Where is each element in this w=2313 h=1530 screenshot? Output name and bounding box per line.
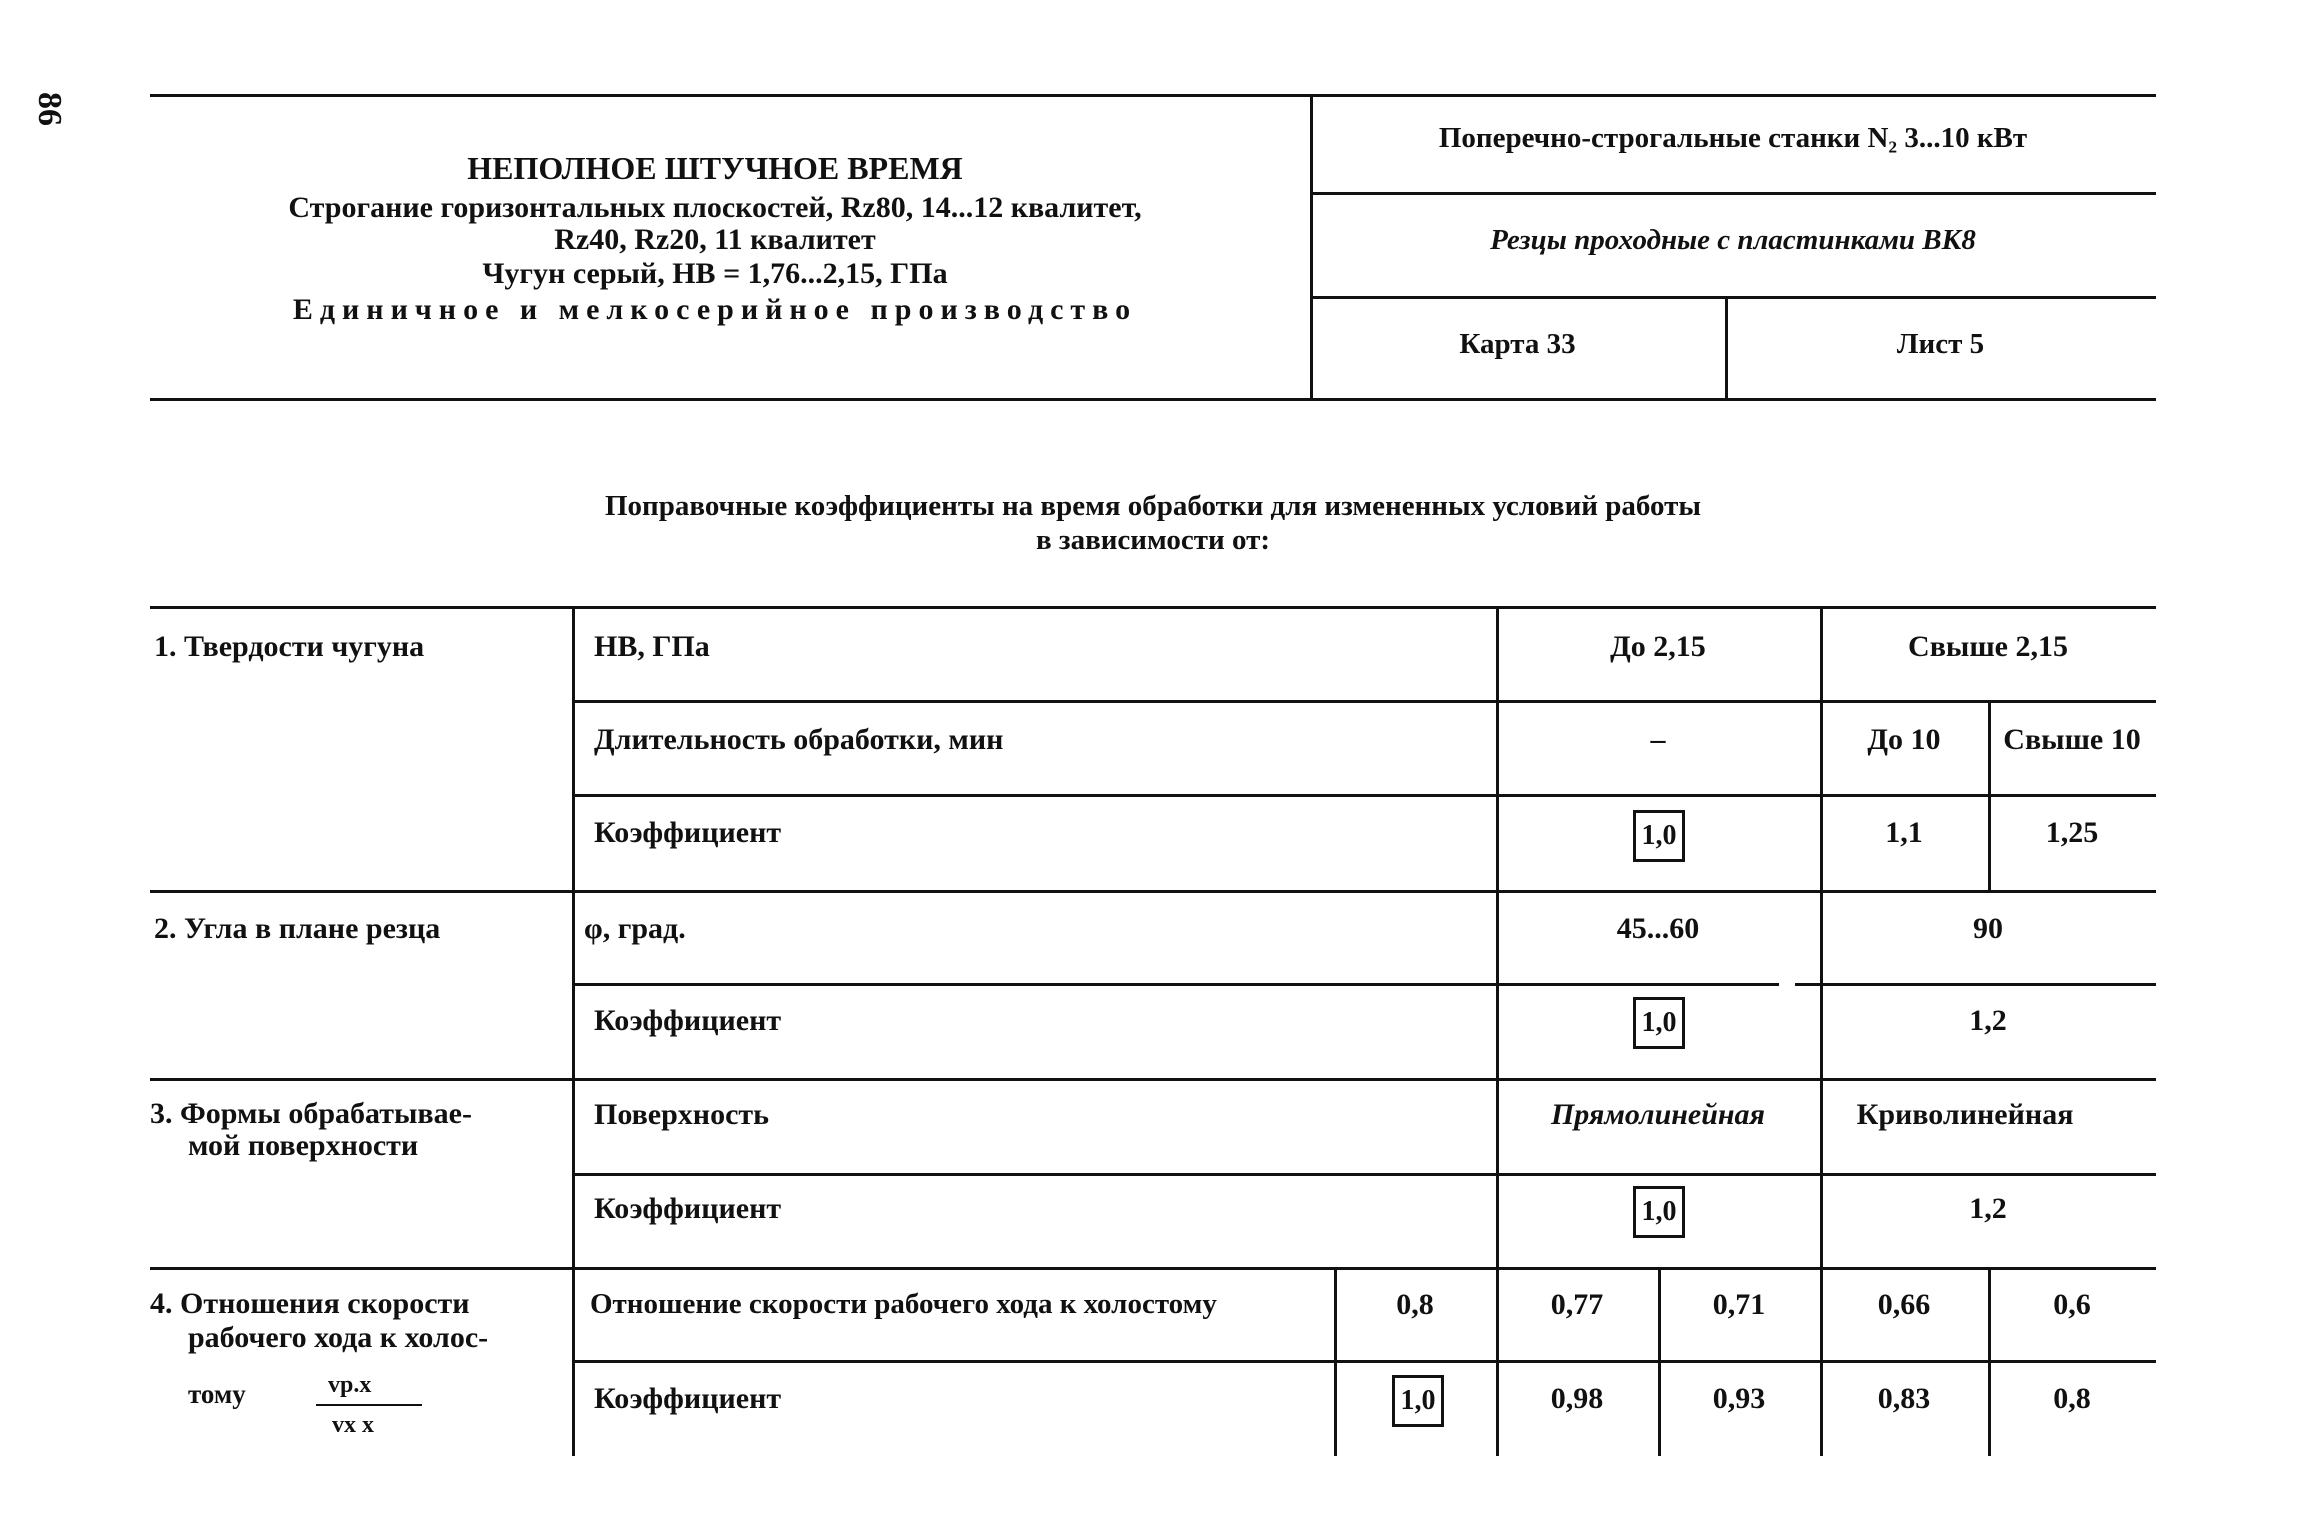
s1-r2-a: – — [1650, 723, 1666, 756]
header-subtitle-1: Строгание горизонтальных плоскостей, Rz80, 14...12 квалитет, — [288, 191, 1142, 224]
s3-r2-a-boxed: 1,0 — [1633, 1186, 1685, 1238]
rule-s2-top — [150, 890, 2156, 893]
rule-s3-r1 — [574, 1173, 2156, 1176]
s2-r2-a-boxed: 1,0 — [1633, 997, 1685, 1049]
s4-r1-v1: 0,77 — [1550, 1288, 1604, 1321]
rule-s3-top — [150, 1078, 2156, 1081]
s4-r1-v4: 0,6 — [2053, 1288, 2091, 1321]
rule-s2-r1b — [1795, 983, 2156, 986]
header-card: Карта 33 — [1459, 328, 1576, 360]
s2-r2-b: 1,2 — [1969, 1004, 2007, 1037]
s3-r1-a: Прямолинейная — [1550, 1098, 1766, 1131]
header-bottom-rule — [150, 398, 2156, 401]
s4-r1-v0: 0,8 — [1396, 1288, 1434, 1321]
caption-line-1: Поправочные коэффициенты на время обработки для измененных условий работы — [605, 490, 1701, 522]
header-title: НЕПОЛНОЕ ШТУЧНОЕ ВРЕМЯ — [467, 150, 963, 186]
rule-s4-r1 — [574, 1360, 2156, 1363]
s3-r1-b: Криволинейная — [1856, 1098, 2074, 1131]
s4-label-1: 4. Отношения скорости — [150, 1287, 470, 1320]
rule-s4-top — [150, 1267, 2156, 1270]
s3-r1-param: Поверхность — [594, 1098, 769, 1131]
s4-frac-denominator: vх х — [332, 1412, 374, 1438]
s4-r2-v0-boxed: 1,0 — [1392, 1375, 1444, 1427]
s1-r1-a: До 2,15 — [1610, 630, 1706, 663]
s3-label-1: 3. Формы обрабатывае- — [150, 1097, 472, 1130]
header-tools: Резцы проходные с пластинками ВК8 — [1490, 224, 1976, 256]
header-machine: Поперечно-строгальные станки N₂ 3...10 кВт — [1438, 122, 2028, 154]
s4-r2-v1: 0,98 — [1550, 1382, 1604, 1415]
s2-r1-b: 90 — [1973, 912, 2003, 945]
s2-r1-param: φ, град. — [584, 912, 686, 945]
vline-label — [572, 606, 575, 1456]
s2-r1-a: 45...60 — [1616, 912, 1700, 945]
s1-r3-param: Коэффициент — [594, 816, 782, 849]
header-right-rule-2 — [1310, 296, 2156, 299]
s1-r2-param: Длительность обработки, мин — [594, 723, 1004, 756]
s1-r1-b: Свыше 2,15 — [1908, 630, 2068, 663]
table-top-rule — [150, 606, 2156, 609]
header-subtitle-2: Rz40, Rz20, 11 квалитет — [554, 223, 876, 256]
header-right-rule-1 — [1310, 192, 2156, 195]
s3-r2-b: 1,2 — [1969, 1192, 2007, 1225]
s1-r1-param: НВ, ГПа — [594, 630, 710, 663]
s4-frac-bar — [316, 1404, 422, 1406]
s2-label: 2. Угла в плане резца — [154, 912, 441, 945]
caption-line-2: в зависимости от: — [1036, 524, 1270, 556]
header-production: Единичное и мелкосерийное производство — [292, 293, 1138, 326]
s4-r2-v2: 0,93 — [1712, 1382, 1766, 1415]
s4-frac-numerator: vр.х — [328, 1372, 372, 1398]
s1-r3-a-boxed: 1,0 — [1633, 810, 1685, 862]
s4-r2-v3: 0,83 — [1877, 1382, 1931, 1415]
s4-r1-v2: 0,71 — [1712, 1288, 1766, 1321]
s1-r2-b1: До 10 — [1867, 723, 1941, 756]
rule-s2-r1a — [574, 983, 1779, 986]
s4-label-2: рабочего хода к холос- — [188, 1321, 489, 1354]
header-top-rule — [150, 94, 2156, 97]
rule-s1-r1 — [574, 700, 2156, 703]
s4-r2-v4: 0,8 — [2053, 1382, 2091, 1415]
s4-r1-param: Отношение скорости рабочего хода к холостому — [590, 1288, 1217, 1320]
rule-s1-r2 — [574, 794, 2156, 797]
s4-r2-param: Коэффициент — [594, 1382, 782, 1415]
s1-r2-b2: Свыше 10 — [2003, 723, 2141, 756]
s1-label: 1. Твердости чугуна — [154, 630, 425, 663]
s4-label-3: тому — [188, 1379, 246, 1409]
s1-r3-b1: 1,1 — [1885, 816, 1923, 849]
s3-r2-param: Коэффициент — [594, 1192, 782, 1225]
header-sheet: Лист 5 — [1896, 328, 1985, 360]
s4-r1-v3: 0,66 — [1877, 1288, 1931, 1321]
s1-r3-b2: 1,25 — [2045, 816, 2099, 849]
page-number: 86 — [31, 92, 68, 126]
header-material: Чугун серый, НВ = 1,76...2,15, ГПа — [482, 257, 948, 290]
s2-r2-param: Коэффициент — [594, 1004, 782, 1037]
s3-label-2: мой поверхности — [188, 1129, 419, 1162]
